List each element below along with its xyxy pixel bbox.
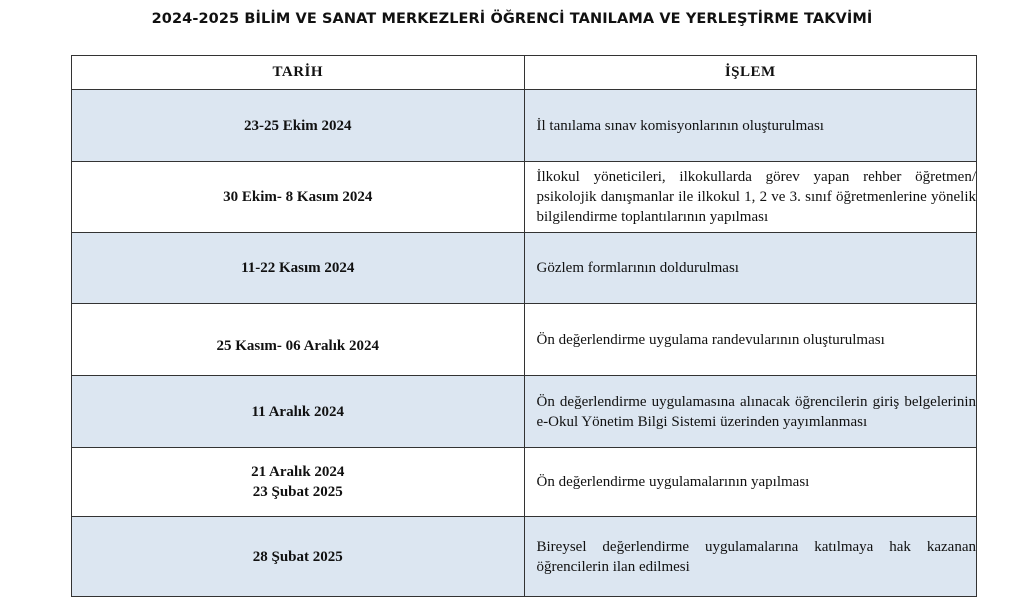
row-date-line: 23 Şubat 2025 <box>252 484 343 500</box>
row-operation: Ön değerlendirme uygulama randevularının oluşturulması <box>524 304 977 376</box>
row-operation: İl tanılama sınav komisyonlarının oluşturulması <box>524 90 977 162</box>
row-date-line: 23-25 Ekim 2024 <box>243 117 352 134</box>
row-date-line: 30 Ekim- 8 Kasım 2024 <box>223 189 373 205</box>
row-operation: Ön değerlendirme uygulamalarının yapılması <box>524 448 977 517</box>
row-date-line: 25 Kasım- 06 Aralık 2024 <box>216 338 379 354</box>
row-operation: İlkokul yöneticileri, ilkokullarda görev yapan rehber öğretmen/ psikolojik danışmanlar ile ilkokul 1, 2 ve 3. sınıf öğretmenlerine yönelik bilgilendirme toplantılarının yapılması <box>524 162 977 233</box>
row-date-line: 11 Aralık 2024 <box>251 403 344 420</box>
row-operation: Ön değerlendirme uygulamasına alınacak öğrencilerin giriş belgelerinin e-Okul Yönetim Bilgi Sistemi üzerinden yayımlanması <box>524 376 977 448</box>
table-header-row <box>72 56 977 90</box>
row-date <box>72 233 525 304</box>
row-date-line: 21 Aralık 2024 <box>251 464 345 480</box>
row-operation: Gözlem formlarının doldurulması <box>524 233 977 304</box>
row-date <box>72 376 525 448</box>
document-title: 2024-2025 BİLİM VE SANAT MERKEZLERİ ÖĞRENCİ TANILAMA VE YERLEŞTİRME TAKVİMİ <box>151 11 873 27</box>
row-date <box>72 162 525 233</box>
table-row <box>72 376 977 448</box>
row-date <box>72 517 525 597</box>
table-row <box>72 233 977 304</box>
column-header-operation: İŞLEM <box>524 56 977 90</box>
row-date-line: 28 Şubat 2025 <box>252 548 343 565</box>
table-row <box>72 517 977 597</box>
table-row <box>72 304 977 376</box>
row-date <box>72 90 525 162</box>
table-row <box>72 448 977 517</box>
calendar-table <box>71 55 977 597</box>
table-row <box>72 162 977 233</box>
row-operation: Bireysel değerlendirme uygulamalarına katılmaya hak kazanan öğrencilerin ilan edilmesi <box>524 517 977 597</box>
row-date <box>72 304 525 376</box>
row-date <box>72 448 525 517</box>
row-date-line: 11-22 Kasım 2024 <box>241 260 355 276</box>
column-header-date: TARİH <box>72 56 525 90</box>
table-row <box>72 90 977 162</box>
